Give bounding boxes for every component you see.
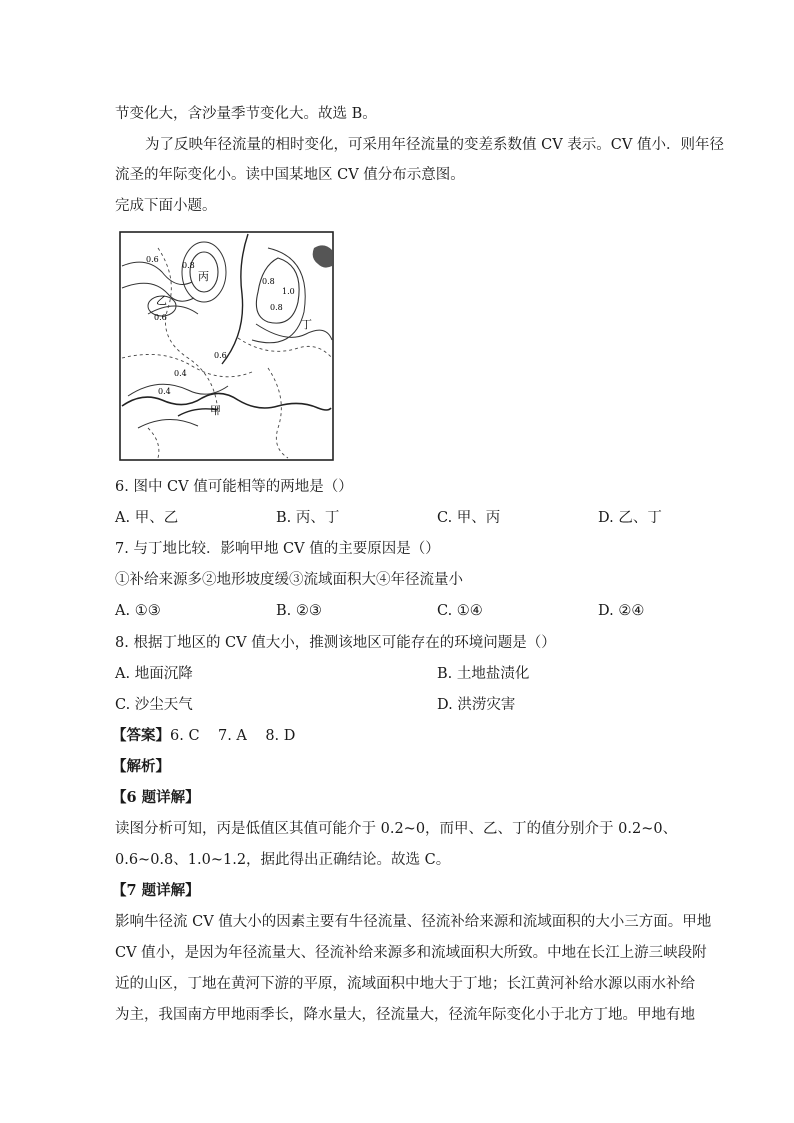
q7-option-d: D. ②④ bbox=[598, 603, 645, 619]
answer-label: 【答案】 bbox=[112, 727, 170, 744]
answer-row bbox=[112, 726, 295, 746]
contour-value: 0.8 bbox=[262, 277, 275, 286]
q6-option-c: C. 甲、丙 bbox=[437, 510, 501, 526]
contour-value: 0.6 bbox=[146, 255, 159, 264]
map-label-yi: 乙 bbox=[156, 294, 167, 307]
q6-detail-line-2: 0.6~0.8、1.0~1.2，据此得出正确结论。故选 C。 bbox=[115, 852, 451, 868]
q7-option-a: A. ①③ bbox=[115, 603, 161, 619]
q6-detail-label: 【6 题详解】 bbox=[112, 789, 200, 806]
q7-detail-line-3: 近的山区，丁地在黄河下游的平原，流域面积中地大于丁地；长江黄河补给水源以雨水补给 bbox=[115, 976, 695, 992]
q6-option-d: D. 乙、丁 bbox=[598, 510, 662, 526]
q7-stem: 7. 与丁地比较．影响甲地 CV 值的主要原因是（） bbox=[115, 541, 440, 557]
intro-line-4: 完成下面小题。 bbox=[115, 198, 217, 214]
q6-option-a: A. 甲、乙 bbox=[115, 510, 179, 526]
q6-stem: 6. 图中 CV 值可能相等的两地是（） bbox=[115, 479, 353, 495]
contour-value: 0.6 bbox=[154, 313, 167, 322]
intro-line-3: 流圣的年际变化小。读中国某地区 CV 值分布示意图。 bbox=[115, 167, 465, 183]
contour-value: 0.4 bbox=[158, 387, 171, 396]
contour-value: 0.8 bbox=[270, 303, 283, 312]
contour-value: 0.4 bbox=[174, 369, 187, 378]
contour-value: 1.0 bbox=[282, 287, 295, 296]
q7-items: ①补给来源多②地形坡度缓③流域面积大④年径流量小 bbox=[115, 572, 463, 588]
q8-option-c: C. 沙尘天气 bbox=[115, 697, 193, 713]
q6-option-b: B. 丙、丁 bbox=[276, 510, 340, 526]
map-label-bing: 丙 bbox=[198, 270, 209, 283]
q7-option-c: C. ①④ bbox=[437, 603, 483, 619]
cv-distribution-map bbox=[118, 228, 336, 463]
q8-option-a: A. 地面沉降 bbox=[115, 666, 193, 682]
answer-text: 6. C 7. A 8. D bbox=[170, 728, 296, 744]
q7-detail-label: 【7 题详解】 bbox=[112, 882, 200, 899]
q6-detail-line-1: 读图分析可知，丙是低值区其值可能介于 0.2~0，而甲、乙、丁的值分别介于 0.2~0、 bbox=[115, 821, 678, 837]
q8-option-d: D. 洪涝灾害 bbox=[437, 697, 516, 713]
q7-option-b: B. ②③ bbox=[276, 603, 322, 619]
contour-value: 0.6 bbox=[214, 351, 227, 360]
map-label-ding: 丁 bbox=[301, 318, 312, 331]
map-label-jia: 甲 bbox=[210, 404, 221, 417]
q7-detail-line-4: 为主，我国南方甲地雨季长，降水量大，径流量大，径流年际变化小于北方丁地。甲地有地 bbox=[115, 1007, 695, 1023]
q8-option-b: B. 土地盐渍化 bbox=[437, 666, 530, 682]
intro-line-2: 为了反映年径流量的相时变化，可采用年径流量的变差系数值 CV 表示。CV 值小．则年径 bbox=[145, 137, 724, 153]
q8-stem: 8. 根据丁地区的 CV 值大小，推测该地区可能存在的环境问题是（） bbox=[115, 635, 556, 651]
intro-line-1: 节变化大，含沙量季节变化大。故选 B。 bbox=[115, 106, 377, 122]
q7-detail-line-2: CV 值小，是因为年径流量大、径流补给来源多和流域面积大所致。中地在长江上游三峡段附 bbox=[115, 945, 707, 961]
q7-detail-line-1: 影响牛径流 CV 值大小的因素主要有牛径流量、径流补给来源和流域面积的大小三方面。甲地 bbox=[115, 914, 712, 930]
analysis-label: 【解析】 bbox=[112, 758, 170, 775]
contour-value: 0.8 bbox=[182, 261, 195, 270]
